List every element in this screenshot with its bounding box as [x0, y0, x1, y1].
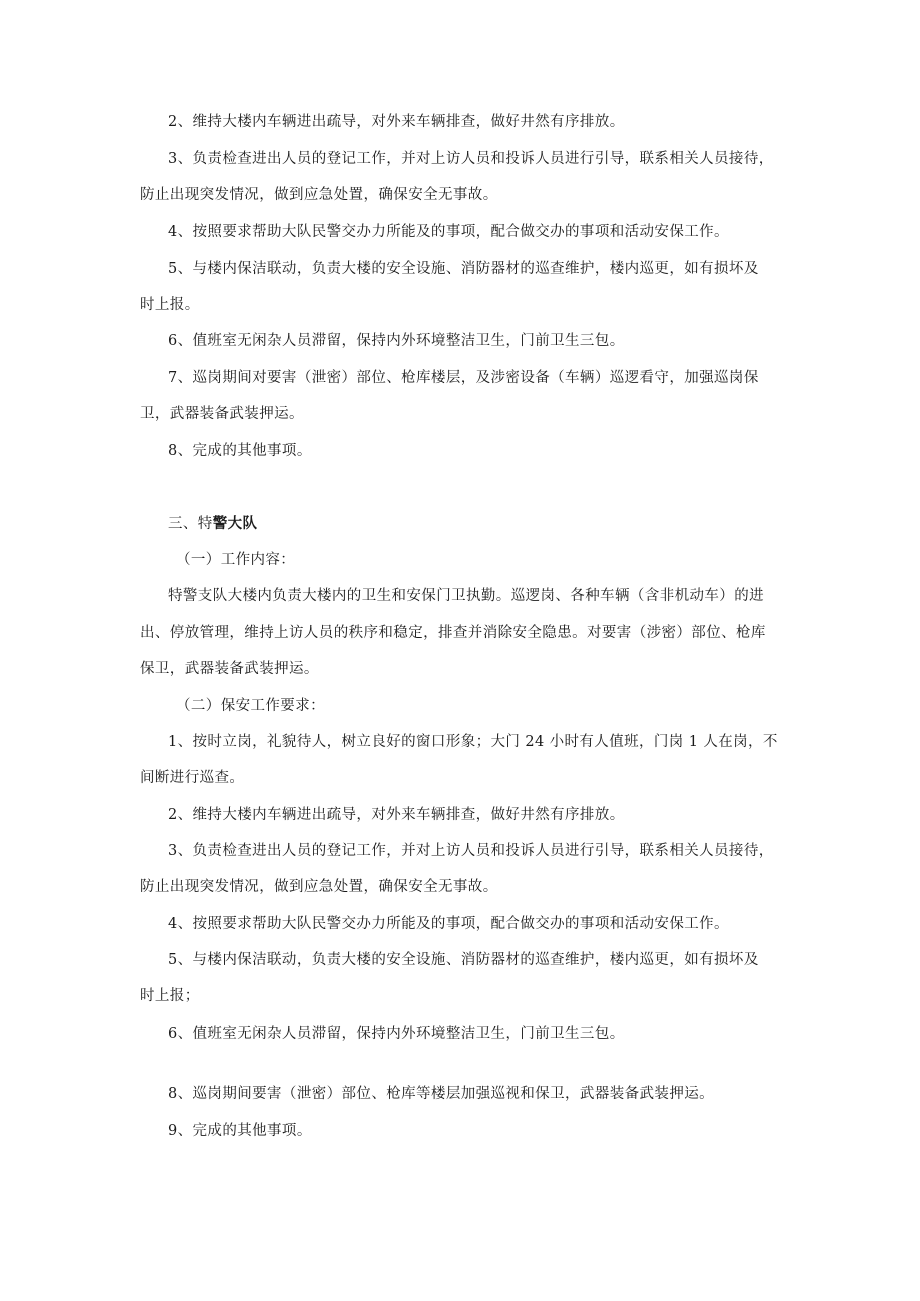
req-item-3-line-1: 3、负责检查进出人员的登记工作，并对上访人员和投诉人员进行引导，联系相关人员接待，: [168, 843, 774, 859]
item-3-line-1: 3、负责检查进出人员的登记工作，并对上访人员和投诉人员进行引导，联系相关人员接待，: [168, 151, 774, 167]
item-8-line-1: 8、完成的其他事项。: [168, 443, 312, 459]
item-7-line-1: 7、巡岗期间对要害（泄密）部位、枪库楼层，及涉密设备（车辆）巡逻看守，加强巡岗保: [168, 370, 759, 386]
item-2-line-1: 2、维持大楼内车辆进出疏导，对外来车辆排查，做好井然有序排放。: [168, 114, 625, 130]
content-line-3: 保卫，武器装备武装押运。: [140, 661, 319, 677]
section-three-heading-prefix: 三、特: [168, 516, 213, 532]
req-item-6-line-1: 6、值班室无闲杂人员滞留，保持内外环境整洁卫生，门前卫生三包。: [168, 1026, 625, 1042]
req-item-3-line-2: 防止出现突发情况，做到应急处置，确保安全无事故。: [140, 879, 498, 895]
subheading-requirements: （二）保安工作要求：: [176, 698, 325, 714]
item-3-line-2: 防止出现突发情况，做到应急处置，确保安全无事故。: [140, 187, 498, 203]
item-4-line-1: 4、按照要求帮助大队民警交办力所能及的事项，配合做交办的事项和活动安保工作。: [168, 224, 729, 240]
req-item-5-line-1: 5、与楼内保洁联动，负责大楼的安全设施、消防器材的巡查维护，楼内巡更，如有损坏及: [168, 952, 759, 968]
item-5-line-2: 时上报。: [140, 297, 200, 313]
subheading-work-content: （一）工作内容：: [176, 552, 296, 568]
req-item-5-line-2: 时上报；: [140, 988, 200, 1004]
req-item-9-line-1: 9、完成的其他事项。: [168, 1123, 312, 1139]
content-line-1: 特警支队大楼内负责大楼内的卫生和安保门卫执勤。巡逻岗、各种车辆（含非机动车）的进: [168, 588, 764, 604]
req-item-1-line-1: 1、按时立岗，礼貌待人，树立良好的窗口形象；大门 24 小时有人值班，门岗 1 人在岗，不: [168, 734, 778, 750]
req-item-1-line-2: 间断进行巡查。: [140, 770, 245, 786]
req-item-8-line-1: 8、巡岗期间要害（泄密）部位、枪库等楼层加强巡视和保卫，武器装备武装押运。: [168, 1086, 715, 1102]
section-three-heading: [168, 514, 257, 534]
item-6-line-1: 6、值班室无闲杂人员滞留，保持内外环境整洁卫生，门前卫生三包。: [168, 333, 625, 349]
content-line-2: 出、停放管理，维持上访人员的秩序和稳定，排查并消除安全隐患。对要害（涉密）部位、枪库: [140, 625, 766, 641]
item-7-line-2: 卫，武器装备武装押运。: [140, 406, 304, 422]
item-5-line-1: 5、与楼内保洁联动，负责大楼的安全设施、消防器材的巡查维护，楼内巡更，如有损坏及: [168, 261, 759, 277]
req-item-2-line-1: 2、维持大楼内车辆进出疏导，对外来车辆排查，做好井然有序排放。: [168, 807, 625, 823]
section-three-heading-bold: 警大队: [212, 515, 258, 532]
req-item-4-line-1: 4、按照要求帮助大队民警交办力所能及的事项，配合做交办的事项和活动安保工作。: [168, 916, 729, 932]
